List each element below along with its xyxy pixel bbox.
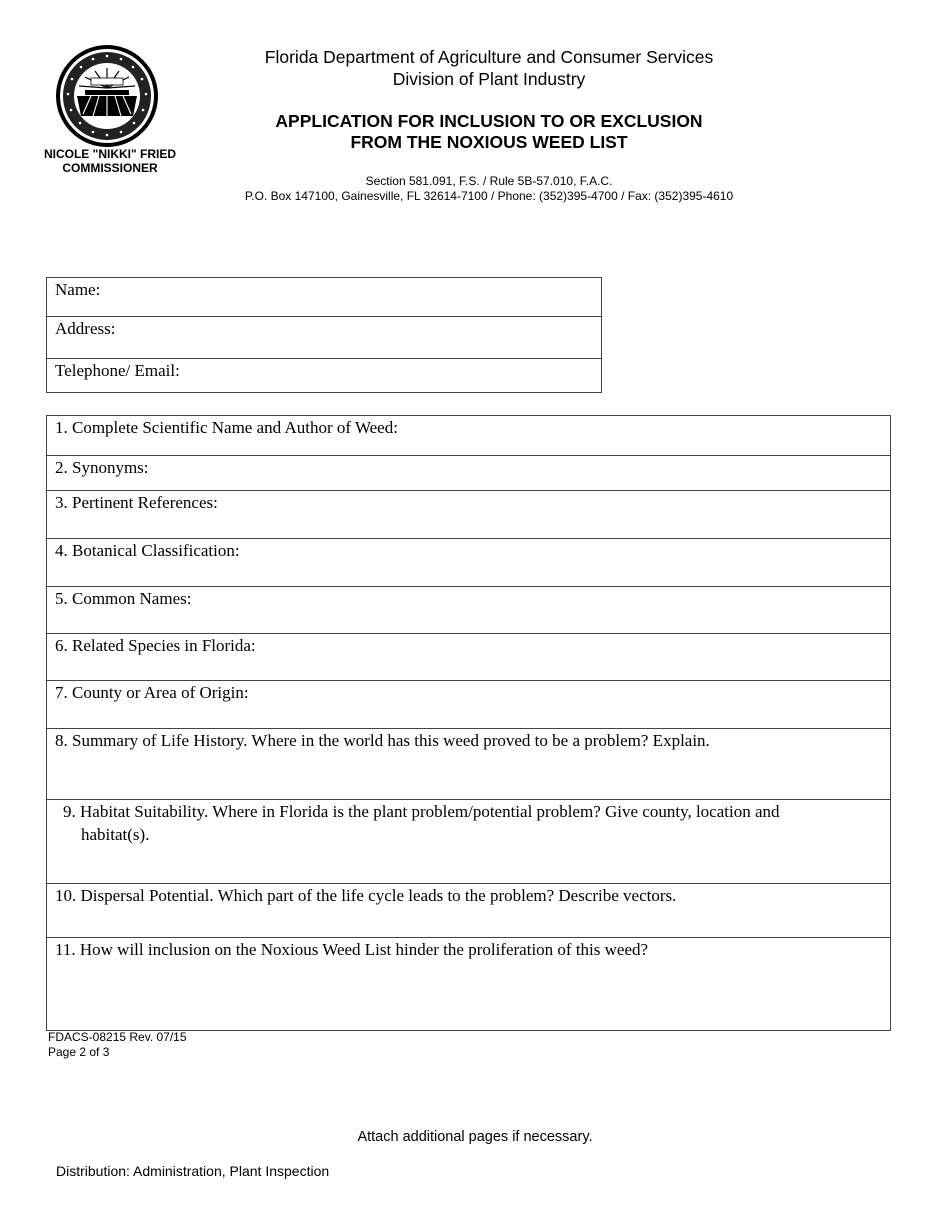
telephone-email-label: Telephone/ Email: — [55, 361, 180, 380]
question-4-field[interactable] — [47, 538, 890, 586]
weed-questions-table — [46, 415, 891, 1031]
statute-block — [200, 174, 778, 204]
department-seal-icon — [55, 44, 159, 148]
telephone-email-field[interactable] — [47, 358, 601, 393]
division-name: Division of Plant Industry — [392, 69, 586, 89]
name-field[interactable] — [47, 278, 601, 316]
commissioner-name: NICOLE "NIKKI" FRIED — [43, 147, 177, 161]
question-9-field[interactable] — [47, 799, 890, 883]
attach-note: Attach additional pages if necessary. — [357, 1129, 593, 1145]
question-7-field[interactable] — [47, 680, 890, 728]
question-11-label: 11. How will inclusion on the Noxious Weed List hinder the proliferation of this weed? — [55, 940, 649, 959]
question-7-label: 7. County or Area of Origin: — [55, 683, 249, 702]
question-11-field[interactable] — [47, 937, 890, 1031]
question-9-label: 9. Habitat Suitability. Where in Florida is the plant problem/potential problem? Give county, location and habitat(s). — [63, 802, 780, 844]
question-5-label: 5. Common Names: — [55, 589, 192, 608]
question-8-label: 8. Summary of Life History. Where in the world has this weed proved to be a problem? Explain. — [55, 731, 710, 750]
form-title-line-1: APPLICATION FOR INCLUSION TO OR EXCLUSION — [275, 111, 703, 131]
applicant-info-table — [46, 277, 602, 393]
distribution-note: Distribution: Administration, Plant Inspection — [56, 1163, 330, 1179]
address-label: Address: — [55, 319, 116, 338]
question-6-label: 6. Related Species in Florida: — [55, 636, 256, 655]
form-footer — [48, 1030, 187, 1060]
question-2-label: 2. Synonyms: — [55, 458, 149, 477]
contact-info: P.O. Box 147100, Gainesville, FL 32614-7100 / Phone: (352)395-4700 / Fax: (352)395-4610 — [244, 189, 734, 203]
statute-reference: Section 581.091, F.S. / Rule 5B-57.010, F.A.C. — [365, 174, 613, 188]
commissioner-block — [20, 147, 200, 175]
agency-heading — [230, 46, 748, 90]
question-1-field[interactable] — [47, 416, 890, 455]
question-2-field[interactable] — [47, 455, 890, 490]
question-6-field[interactable] — [47, 633, 890, 680]
commissioner-title: COMMISSIONER — [62, 161, 158, 175]
question-10-label: 10. Dispersal Potential. Which part of the life cycle leads to the problem? Describe vectors. — [55, 886, 677, 905]
agency-name: Florida Department of Agriculture and Consumer Services — [264, 47, 714, 67]
name-label: Name: — [55, 280, 101, 299]
question-3-label: 3. Pertinent References: — [55, 493, 218, 512]
question-10-field[interactable] — [47, 883, 890, 937]
question-4-label: 4. Botanical Classification: — [55, 541, 240, 560]
question-3-field[interactable] — [47, 490, 890, 538]
page-number: Page 2 of 3 — [48, 1045, 110, 1059]
question-1-label: 1. Complete Scientific Name and Author of Weed: — [55, 418, 398, 437]
address-field[interactable] — [47, 316, 601, 358]
question-5-field[interactable] — [47, 586, 890, 633]
form-title-line-2: FROM THE NOXIOUS WEED LIST — [350, 132, 628, 152]
form-id: FDACS-08215 Rev. 07/15 — [48, 1030, 187, 1044]
question-8-field[interactable] — [47, 728, 890, 799]
form-title — [230, 111, 748, 153]
